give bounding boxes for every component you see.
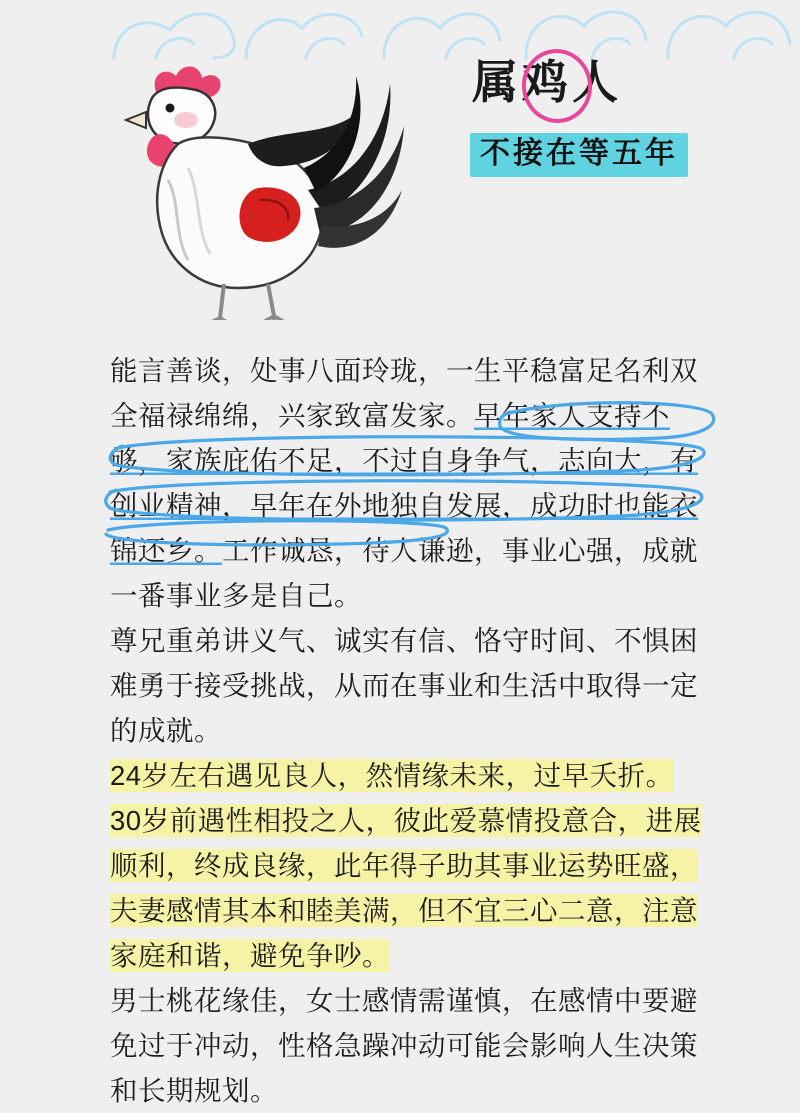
- title-block: [470, 55, 770, 177]
- page-title: [470, 55, 624, 109]
- paragraph-4-segment-1: 男士桃花缘佳，女士感情需谨慎，在感情中要避免过于冲动，性格急躁冲动可能会影响人生决策和长期规划。: [110, 985, 698, 1106]
- paragraph-2-segment-1: 尊兄重弟讲义气、诚实有信、恪守时间、不惧困难勇于接受挑战，从而在事业和生活中取得一定的成就。: [110, 625, 698, 746]
- paragraph-2: [110, 618, 702, 753]
- header: [0, 0, 800, 330]
- paragraph-4: [110, 978, 702, 1113]
- paragraph-1: [110, 348, 702, 618]
- paragraph-1-segment-1: 能言善谈，处事八面玲珑，一生平稳富足名利双全福禄绵绵，兴家致富发家。: [110, 355, 698, 431]
- subtitle-badge: 不接在等五年: [470, 133, 688, 177]
- paragraph-1-segment-3: 工作诚恳，待人谦逊，事业心强，成就一番事业多是自己。: [110, 535, 698, 611]
- paragraph-1-segment-2-blue-circled: 早年家人支持不够，家族庇佑不足，不过自身争气，志向大，有创业精神，早年在外地独自发展，成功时也能衣锦还乡。: [110, 400, 698, 566]
- article-body: [110, 348, 702, 1113]
- rooster-illustration: [108, 40, 408, 320]
- paragraph-3: [110, 753, 702, 978]
- page-title-text: 属鸡人: [472, 56, 622, 108]
- paragraph-3-segment-1-highlighted: 24岁左右遇见良人，然情缘未来，过早夭折。30岁前遇性相投之人，彼此爱慕情投意合，进展顺利，终成良缘，此年得子助其事业运势旺盛，夫妻感情其本和睦美满，但不宜三心二意，注意家庭和谐，避免争吵。: [110, 760, 702, 971]
